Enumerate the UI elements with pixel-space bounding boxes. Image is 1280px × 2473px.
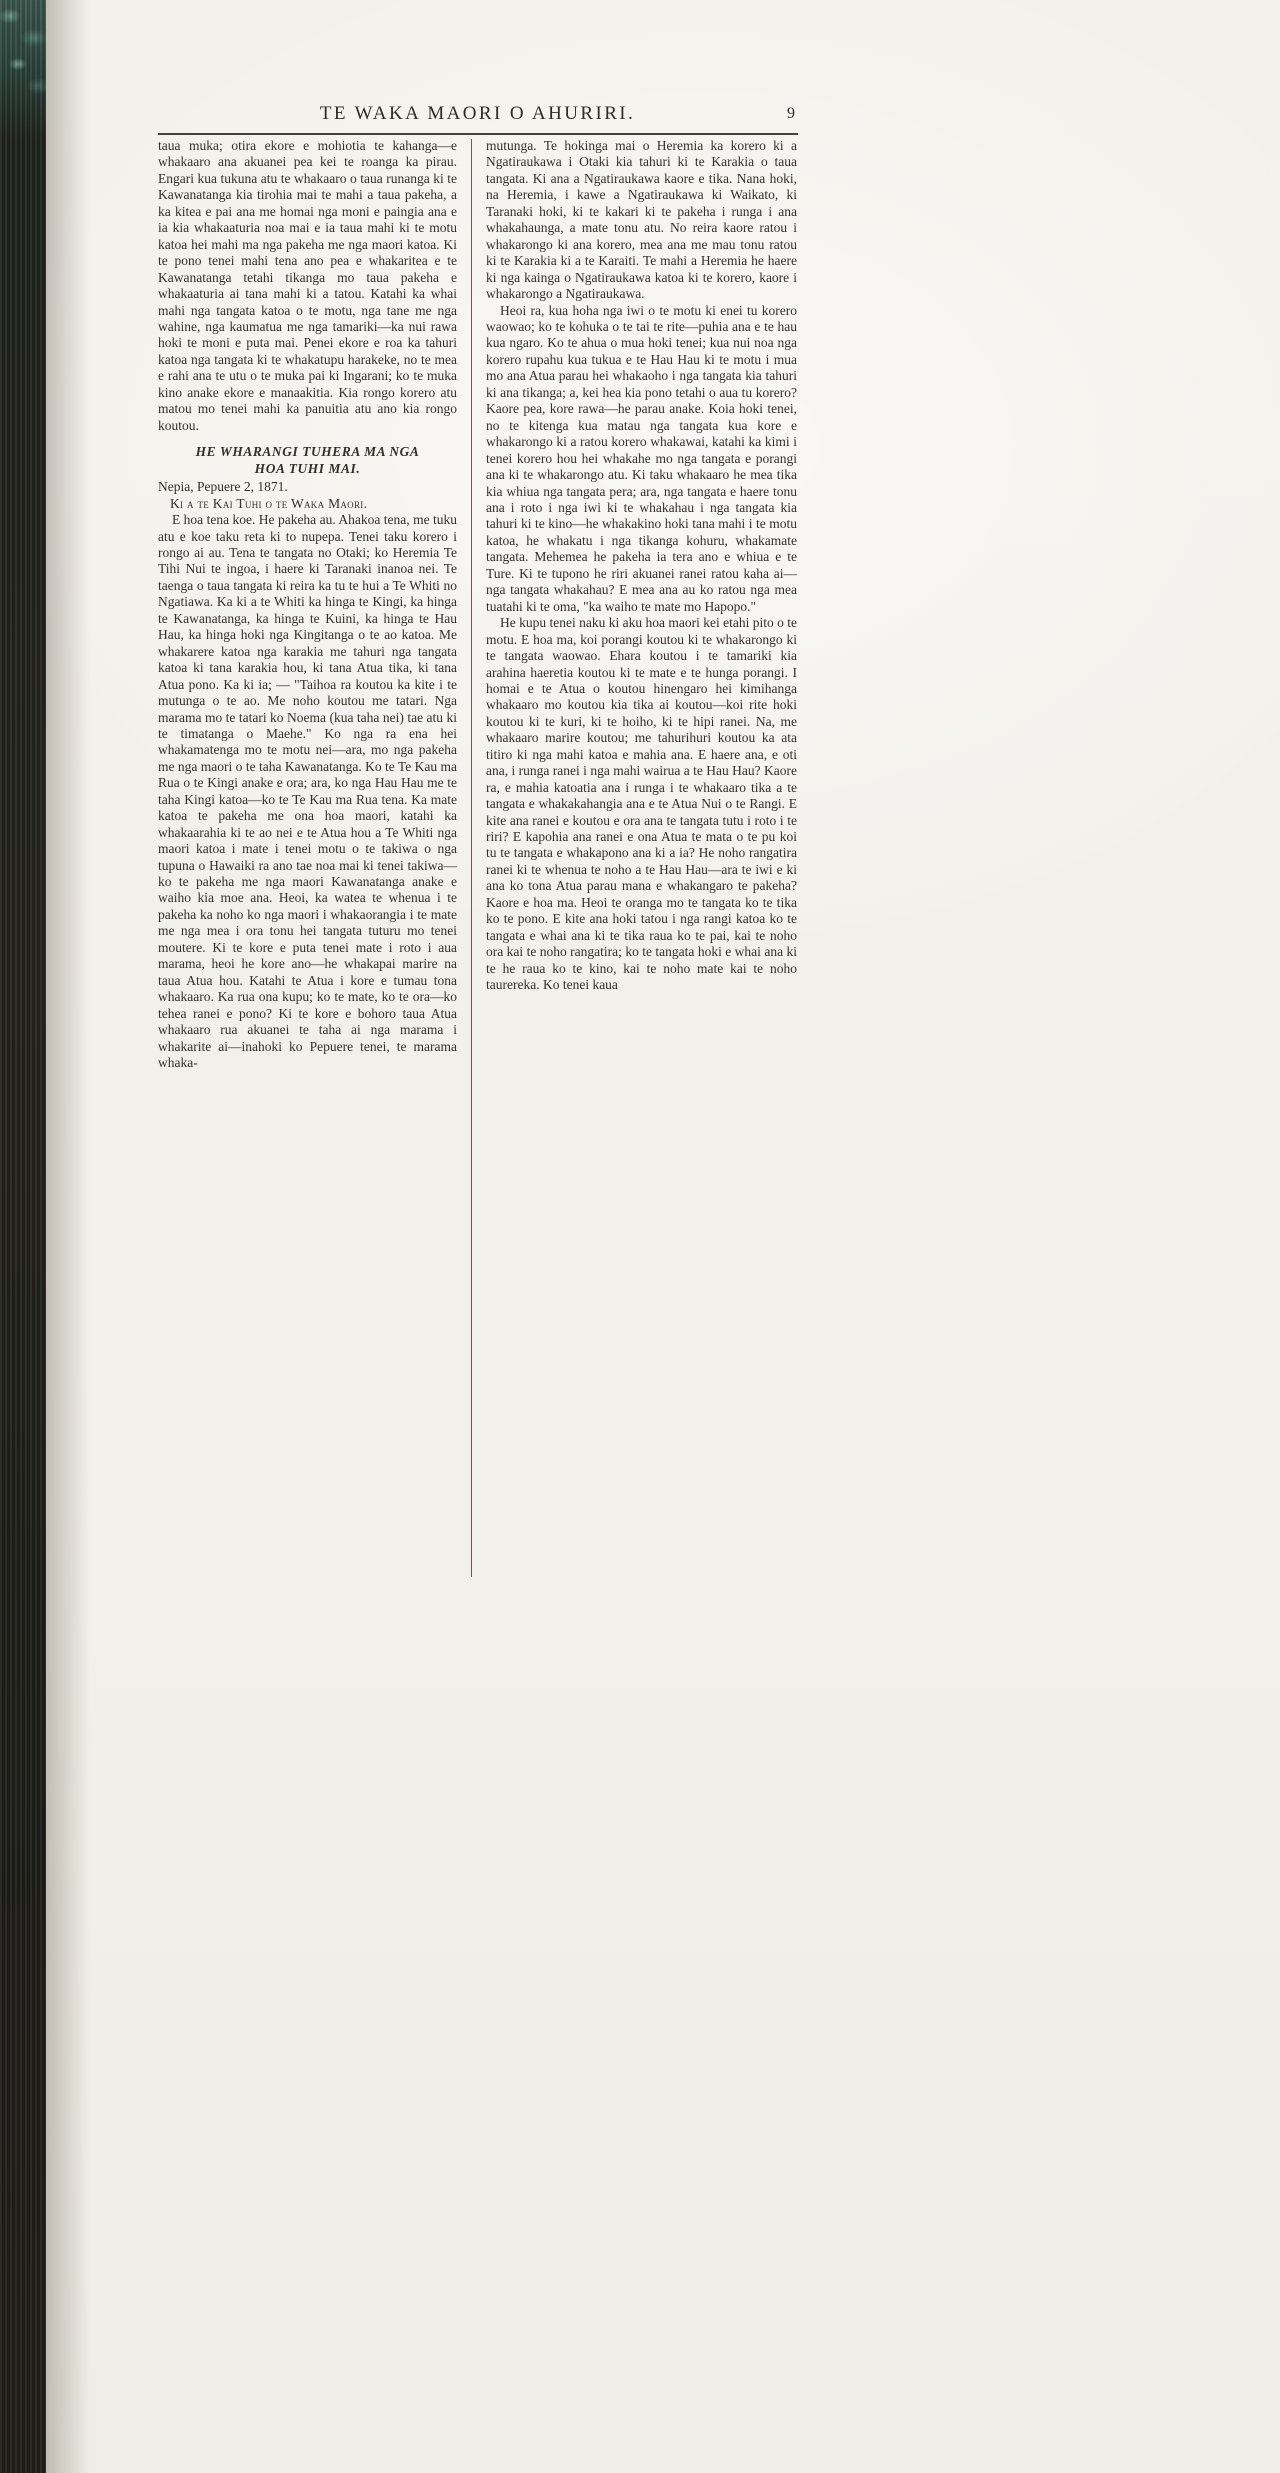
page-header bbox=[158, 103, 797, 129]
section-heading bbox=[158, 443, 457, 477]
newspaper-title: TE WAKA MAORI O AHURIRI. bbox=[319, 103, 636, 124]
book-binding bbox=[0, 0, 46, 2473]
paragraph: Heoi ra, kua hoha nga iwi o te motu ki enei tu korero waowao; ko te kohuka o te tai te rite—puhia ana e te hau kua ngaro. Ko te ahua o mua hoki tenei; kua nui noa nga korero rupahu kua tukua e te Hau Hau ki te motu i mua mo ana Atua parau hei whakaoho i nga tangata kia tahuri ki ana tikanga; a, kei hea kia pono tetahi o aua tu korero? Kaore pea, kore rawa—he parau anake. Koia hoki tenei, no te kitenga kua matau nga tangata kua kore e whakarongo ki a ratou korero whakawai, katahi ka kimi i tenei korero hou hei whakahe mo nga tangata e porangi ana ki te whakarongo atu. Ki taku whakaaro he mea tika kia whiua nga tangata pera; ara, nga tangata e haere tonu ana i roto i nga iwi ki te whakahau i nga tangata kia tahuri ki te kino—he whakakino hoki tana mahi i te motu katoa, he whakatu i nga tikanga kohuru, whakamate tangata. Mehemea he pakeha ia tera ano e whiua e te Ture. Ki te tupono he riri akuanei ranei ratou kaha ai—nga tangata whakahau? E mea ana au ko ratou nga mea tuatahi ki te oma, "ka waiho te mate mo Hapopo." bbox=[486, 302, 797, 614]
section-heading-line2: HOA TUHI MAI. bbox=[254, 461, 361, 477]
paragraph-continuation: mutunga. Te hokinga mai o Heremia ka korero ki a Ngatiraukawa i Otaki kia tahuri ki te Karakia o taua tangata. Ki ana a Ngatiraukawa kaore e tika. Nana hoki, na Heremia, i kawe a Ngatiraukawa ki Waikato, ki Taranaki hoki, ki te kakari ki te pakeha i runga i ana whakahaunga, a mate tonu atu. No reira kaore ratou i whakarongo ki ana korero, mea ana me mau tonu ratou ki te Karakia ki a te Karaiti. Te mahi a Heremia he haere ki nga kainga o Ngatiraukawa katoa ki te korero, kaore i whakarongo a Ngatiraukawa. bbox=[486, 138, 797, 302]
gutter-shadow bbox=[46, 0, 90, 2473]
header-rule bbox=[158, 133, 798, 135]
dateline: Nepia, Pepuere 2, 1871. bbox=[158, 479, 288, 495]
section-heading-line1: HE WHARANGI TUHERA MA NGA bbox=[195, 444, 420, 460]
paragraph: He kupu tenei naku ki aku hoa maori kei etahi pito o te motu. E hoa ma, koi porangi koutou ki te whakarongo ki te tangata waowao. Ehara koutou i te tamariki kia arahina haeretia koutou ki te mate e te hunga porangi. I homai e te Atua o koutou hinengaro hei kimihanga whakaaro mo koutou kia tika ai koutou—koi rite hoki koutou ki te kuri, ki te hoiho, ki te hipi ranei. Na, me whakaaro marire koutou; me tahurihuri koutou ka ata titiro ki nga mahi katoa e mahia ana. E haere ana, e oti ana, i runga ranei i nga mahi wairua a te Hau Hau? Kaore ra, e mahia katoatia ana i runga i te whakaaro tika a te tangata e whakakahangia ana e te Atua Nui o te Rangi. E kite ana ranei e koutou e ora ana te tangata tutu i roto i te riri? E kapohia ana ranei e ona Atua te mata o te pu koi tu te tangata e whakapono ana ki a ia? He noho rangatira ranei ki te whenua te noho a te Hau Hau—ara te iwi e ki ana ko tona Atua parau mana e whakangaro te pakeha? Kaore e hoa ma. Heoi te oranga mo te tangata ko te tika ko te pono. E kite ana hoki tatou i nga rangi katoa ko te tangata e whai ana ki te tika raua ko te pai, kai te noho ora kai te noho rangatira; ko te tangata hoki e whai ana ki te he raua ko te kino, kai te noho mate kai te noho taurereka. Ko tenei kaua bbox=[486, 615, 797, 993]
letter-paragraph: E hoa tena koe. He pakeha au. Ahakoa tena, me tuku atu e koe taku reta ki to nupepa. Tenei taku korero i rongo ai au. Tena te tangata no Otaki; ko Heremia Te Tihi Nui te ingoa, i haere ki Taranaki inanoa nei. Te taenga o taua tangata ki reira ka tu te hui a Te Whiti no Ngatiawa. Ka ki a te Whiti ka hinga te Kingi, ka hinga te Kawanatanga, ka hinga te Kuini, ka hinga te Hau Hau, ka hinga hoki nga Kingitanga o te ao katoa. Me whakarere katoa nga karakia me tahuri nga tangata katoa ki tana karakia hou, ki tana Atua tika, ki tana Atua pono. Ka ki ia; — "Taihoa ra koutou ka kite i te mutunga o te ao. Me noho koutou me tatari. Nga marama mo te tatari ko Noema (kua taha nei) tae atu ki te timatanga o Maehe." Ko nga ra ena hei whakamatenga mo te motu nei—ara, mo nga pakeha me nga maori o te taha Kawanatanga. Ko te Te Kau ma Rua o te Kingi anake e ora; ara, ko nga Hau Hau me te taha Kingi katoa—ko te Te Kau ma Rua tena. Ka mate katoa te pakeha me ona hoa maori, katahi ka whakaarahia ki te ao nei e te Atua hou a Te Whiti nga maori katoa i mate i tenei motu o te takiwa o nga tupuna o Hawaiki ra ano tae noa mai ki tenei takiwa—ko te pakeha me nga maori Kawanatanga anake e waiho kia moe ana. Heoi, ka watea te whenua i te pakeha ka noho ko nga maori i whakaorangia i te mate me nga mea i ora tonu hei tangata tuturu mo tenei moutere. Ki te kore e puta tenei mate i roto i aua marama, heoi he kore ano—he whakapai marire na taua Atua hou. Katahi te Atua i kore e tumau tona whakaaro. Ka rua ona kupu; ko te mate, ko te ora—ko tehea ranei e pono? Ki te kore e bohoro taua Atua whakaaro rua akuanei te taha ai nga marama i whakarite ai—inahoki ko Pepuere tenei, te marama whaka- bbox=[158, 512, 457, 1071]
paragraph-continuation: taua muka; otira ekore e mohiotia te kahanga—e whakaaro ana akuanei pea kei te roanga ka pirau. Engari kua tukuna atu te whakaaro o taua runanga ki te Kawanatanga kia tirohia mai te mahi a taua pakeha, a ka kitea e pai ana me homai nga moni e paingia ana e ia kia whakaaturia noa mai e ia taua mahi ki te motu katoa hei mahi ma nga pakeha me nga maori katoa. Ki te pono tenei mahi tena ano pea e whakaritea e te Kawanatanga tetahi tikanga mo taua pakeha e whakaaturia ai tana mahi ki a tatou. Katahi ka whai mahi nga tangata katoa o te motu, nga tane me nga wahine, nga kaumatua me nga tamariki—ka nui rawa hoki te moni e puta mai. Penei ekore e roa ka tahuri katoa nga tangata ki te whakatupu harakeke, no te mea e rahi ana te utu o te muka pai ki Ingarani; ko te muka kino anake ekore e manaakitia. Kia rongo korero atu matou mo tenei mahi ka panuitia atu ano kia rongo koutou. bbox=[158, 138, 457, 433]
right-column bbox=[486, 138, 797, 994]
column-divider-rule bbox=[471, 139, 472, 1577]
binding-marble-texture bbox=[0, 0, 46, 2473]
left-column bbox=[158, 138, 457, 1071]
page-number: 9 bbox=[787, 105, 795, 122]
salutation: Ki a te Kai Tuhi o te Waka Maori. bbox=[170, 495, 368, 511]
